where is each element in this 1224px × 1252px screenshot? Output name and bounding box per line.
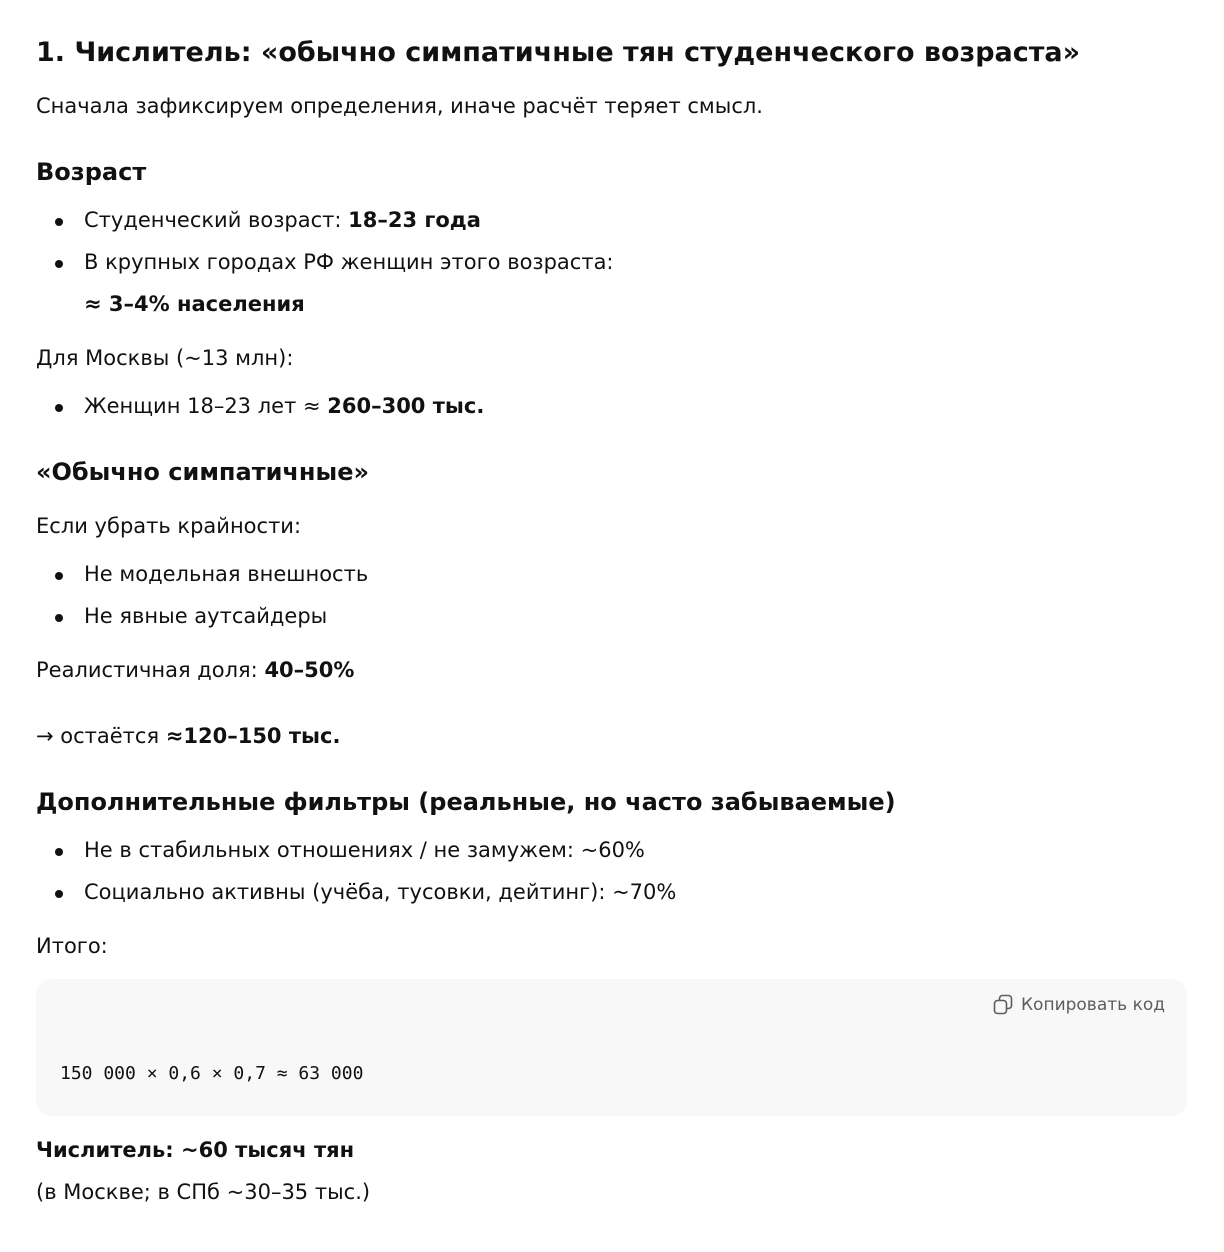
attractive-lead: Если убрать крайности: <box>36 514 302 538</box>
bullet-dot <box>55 404 63 412</box>
bullet-dot <box>55 614 63 622</box>
bullet-dot <box>55 890 63 898</box>
filters-item: Социально активны (учёба, тусовки, дейтинг): ~70% <box>84 880 677 904</box>
copy-code-button[interactable] <box>993 994 1165 1016</box>
code-text: 150 000 × 0,6 × 0,7 ≈ 63 000 <box>60 1063 364 1084</box>
result-numerator: Числитель: ~60 тысяч тян <box>36 1138 355 1162</box>
attractive-item: Не модельная внешность <box>84 562 369 586</box>
age-item-cities: В крупных городах РФ женщин этого возраста: <box>84 250 614 274</box>
bullet-dot <box>55 572 63 580</box>
bullet-dot <box>55 260 63 268</box>
attractive-item: Не явные аутсайдеры <box>84 604 328 628</box>
remains-value: ≈120–150 тыс. <box>165 724 341 748</box>
age-item-cities-share: ≈ 3–4% населения <box>84 292 305 316</box>
age-item-student-age <box>84 208 481 232</box>
code-block <box>36 979 1187 1116</box>
age-item-value: 18–23 года <box>348 208 481 232</box>
moscow-women-value: 260–300 тыс. <box>327 394 485 418</box>
filters-heading: Дополнительные фильтры (реальные, но часто забываемые) <box>36 788 896 816</box>
result-note: (в Москве; в СПб ~30–35 тыс.) <box>36 1180 371 1204</box>
copy-icon <box>993 994 1013 1016</box>
attractive-share <box>36 658 354 682</box>
age-item-moscow-women <box>84 394 484 418</box>
age-item-prefix: Студенческий возраст: <box>84 208 349 232</box>
section-title: 1. Числитель: «обычно симпатичные тян студенческого возраста» <box>36 37 1081 68</box>
copy-code-label: Копировать код <box>1020 995 1165 1015</box>
bullet-dot <box>55 848 63 856</box>
total-label: Итого: <box>36 934 108 958</box>
filters-item: Не в стабильных отношениях / не замужем: ~60% <box>84 838 645 862</box>
share-value: 40–50% <box>264 658 355 682</box>
attractive-heading: «Обычно симпатичные» <box>36 458 369 486</box>
intro-text: Сначала зафиксируем определения, иначе расчёт теряет смысл. <box>36 94 763 118</box>
moscow-women-prefix: Женщин 18–23 лет ≈ <box>84 394 328 418</box>
age-heading: Возраст <box>36 158 147 186</box>
bullet-dot <box>55 218 63 226</box>
share-prefix: Реалистичная доля: <box>36 658 265 682</box>
moscow-label: Для Москвы (~13 млн): <box>36 346 294 370</box>
remains-prefix: → остаётся <box>36 724 166 748</box>
attractive-remains <box>36 724 340 748</box>
